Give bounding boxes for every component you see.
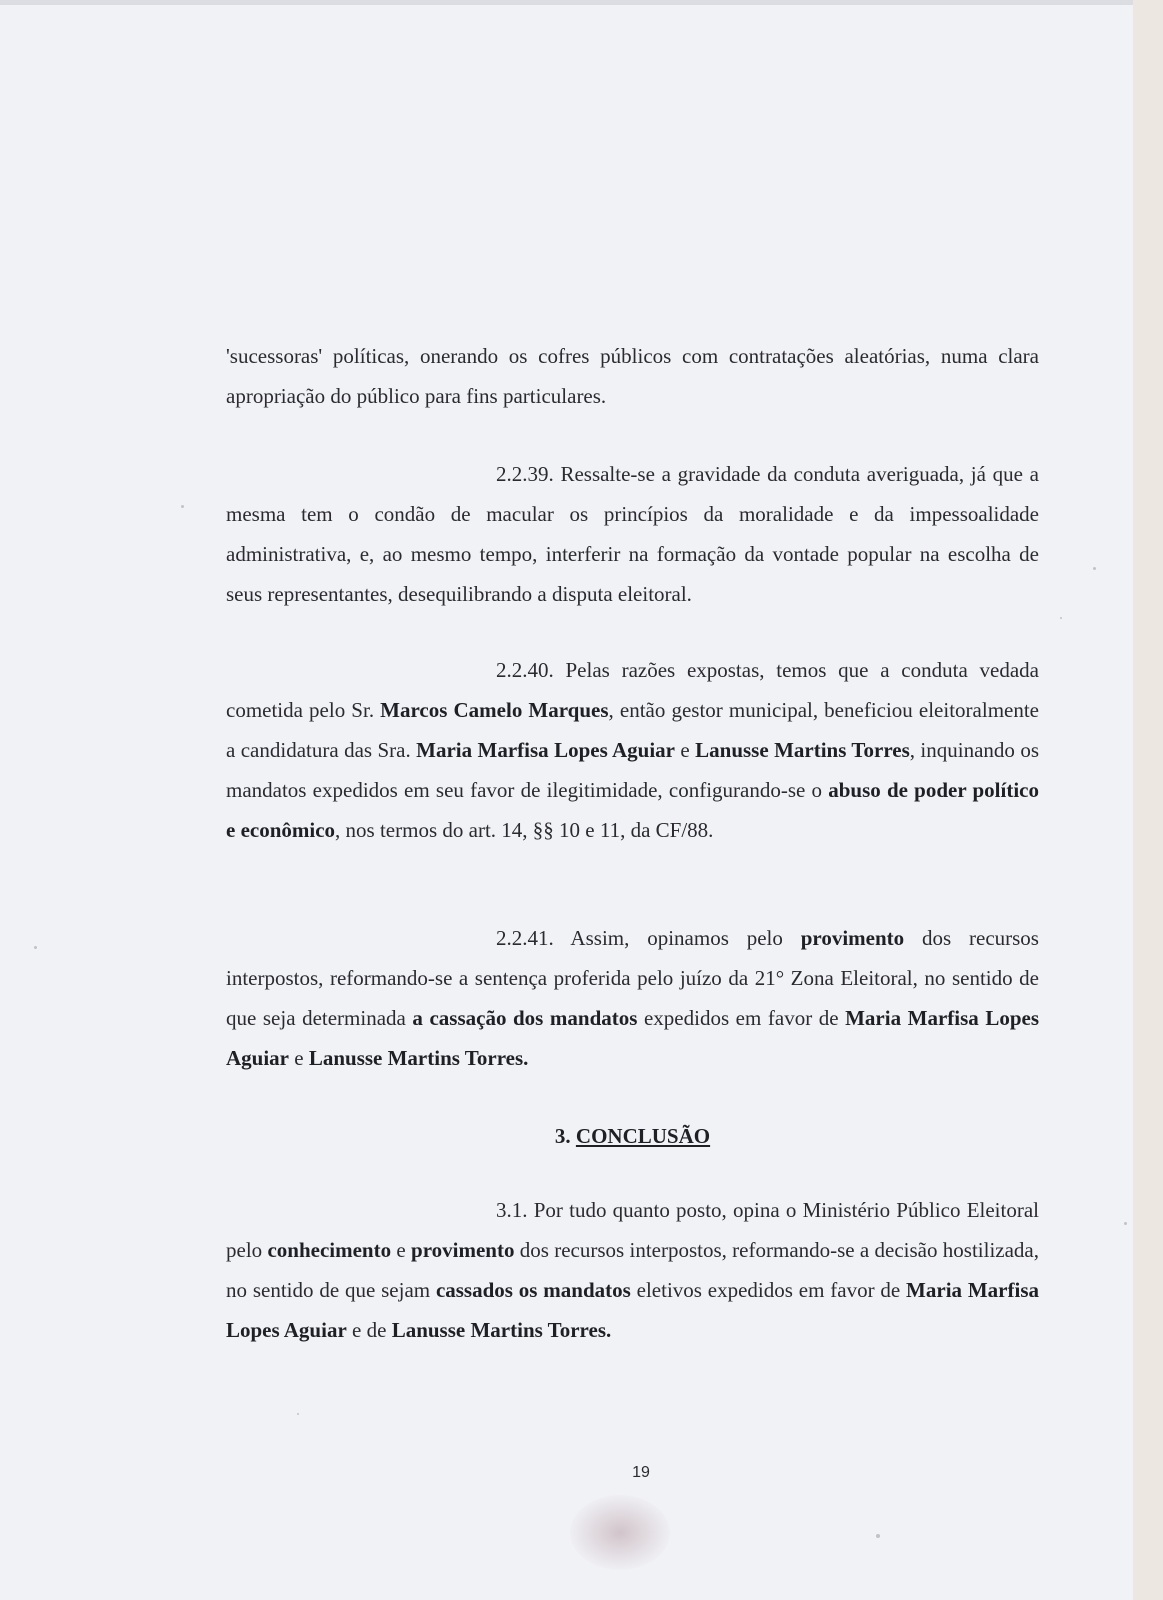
paragraph-continuation-text: 'sucessoras' políticas, onerando os cofres públicos com contratações aleatórias, numa clara apropriação do público para fins particulares. <box>226 344 1039 408</box>
text-run: e <box>391 1238 412 1262</box>
bold-provimento: provimento <box>411 1238 515 1262</box>
text-run: expedidos em favor de <box>637 1006 846 1030</box>
text-run: , nos termos do art. 14, §§ 10 e 11, da CF/88. <box>335 818 714 842</box>
scan-top-edge <box>0 0 1133 5</box>
bold-name-lanusse: Lanusse Martins Torres. <box>308 1046 529 1070</box>
text-run: dos recursos interpostos, reformando-se a sentença proferida pelo juízo da 21° Zona Eleitoral, no sentido de que seja determinada <box>226 926 1039 1030</box>
text-run: eletivos expedidos em favor de <box>630 1278 907 1302</box>
bold-name-maria: Maria Marfisa Lopes Aguiar <box>226 1006 1040 1070</box>
text-run: 2.2.40. Pelas razões expostas, temos que a conduta vedada cometida pelo Sr. <box>226 658 1039 722</box>
bold-provimento: provimento <box>800 926 905 950</box>
bold-name-marcos: Marcos Camelo Marques <box>380 698 609 722</box>
paragraph-2-2-39-text: 2.2.39. Ressalte-se a gravidade da conduta averiguada, já que a mesma tem o condão de macular os princípios da moralidade e da impessoalidade administrativa, e, ao mesmo tempo, interferir na formação da vontade popular na escolha de seus representantes, desequilibrando a disputa eleitoral. <box>226 462 1039 606</box>
bold-cassacao: a cassação dos mandatos <box>412 1006 638 1030</box>
paragraph-continuation <box>226 336 1039 416</box>
scan-speck <box>1093 567 1096 570</box>
text-run: e de <box>346 1318 392 1342</box>
text-run: , então gestor municipal, beneficiou eleitoralmente a candidatura das Sra. <box>226 698 1040 762</box>
section-heading <box>226 1124 1039 1149</box>
paragraph-3-1 <box>226 1190 1039 1350</box>
bold-conhecimento: conhecimento <box>267 1238 392 1262</box>
text-run: e <box>675 738 696 762</box>
bold-name-maria: Maria Marfisa Lopes Aguiar <box>226 1278 1039 1342</box>
scan-speck <box>181 505 184 508</box>
paragraph-2-2-39 <box>226 454 1039 614</box>
bold-abuse-of-power: abuso de poder político e econômico <box>226 778 1039 842</box>
scan-speck <box>297 1413 299 1415</box>
bold-name-lanusse: Lanusse Martins Torres <box>695 738 910 762</box>
scan-speck <box>876 1534 880 1538</box>
text-run: 2.2.41. Assim, opinamos pelo <box>496 926 801 950</box>
scan-speck <box>34 946 37 949</box>
paragraph-3-1-text <box>226 1190 1039 1350</box>
paragraph-2-2-40 <box>226 650 1039 850</box>
paragraph-2-2-41 <box>226 918 1039 1078</box>
bold-name-maria: Maria Marfisa Lopes Aguiar <box>416 738 675 762</box>
text-run: dos recursos interpostos, reformando-se a decisão hostilizada, no sentido de que sejam <box>226 1238 1040 1302</box>
scan-smudge <box>570 1495 670 1570</box>
text-run: , inquinando os mandatos expedidos em seu favor de ilegitimidade, configurando-se o <box>226 738 1039 802</box>
scan-right-edge <box>1133 0 1163 1600</box>
text-run: e <box>289 1046 309 1070</box>
paragraph-2-2-41-text <box>226 918 1039 1078</box>
section-heading-number: 3. <box>554 1124 576 1148</box>
section-heading-title: CONCLUSÃO <box>575 1124 711 1148</box>
scan-speck <box>1060 617 1062 619</box>
text-run: 3.1. Por tudo quanto posto, opina o Ministério Público Eleitoral pelo <box>226 1198 1039 1262</box>
page-number: 19 <box>632 1464 650 1481</box>
scan-speck <box>1124 1222 1127 1225</box>
bold-cassados: cassados os mandatos <box>435 1278 631 1302</box>
paragraph-2-2-40-text <box>226 650 1039 850</box>
bold-name-lanusse: Lanusse Martins Torres. <box>391 1318 612 1342</box>
